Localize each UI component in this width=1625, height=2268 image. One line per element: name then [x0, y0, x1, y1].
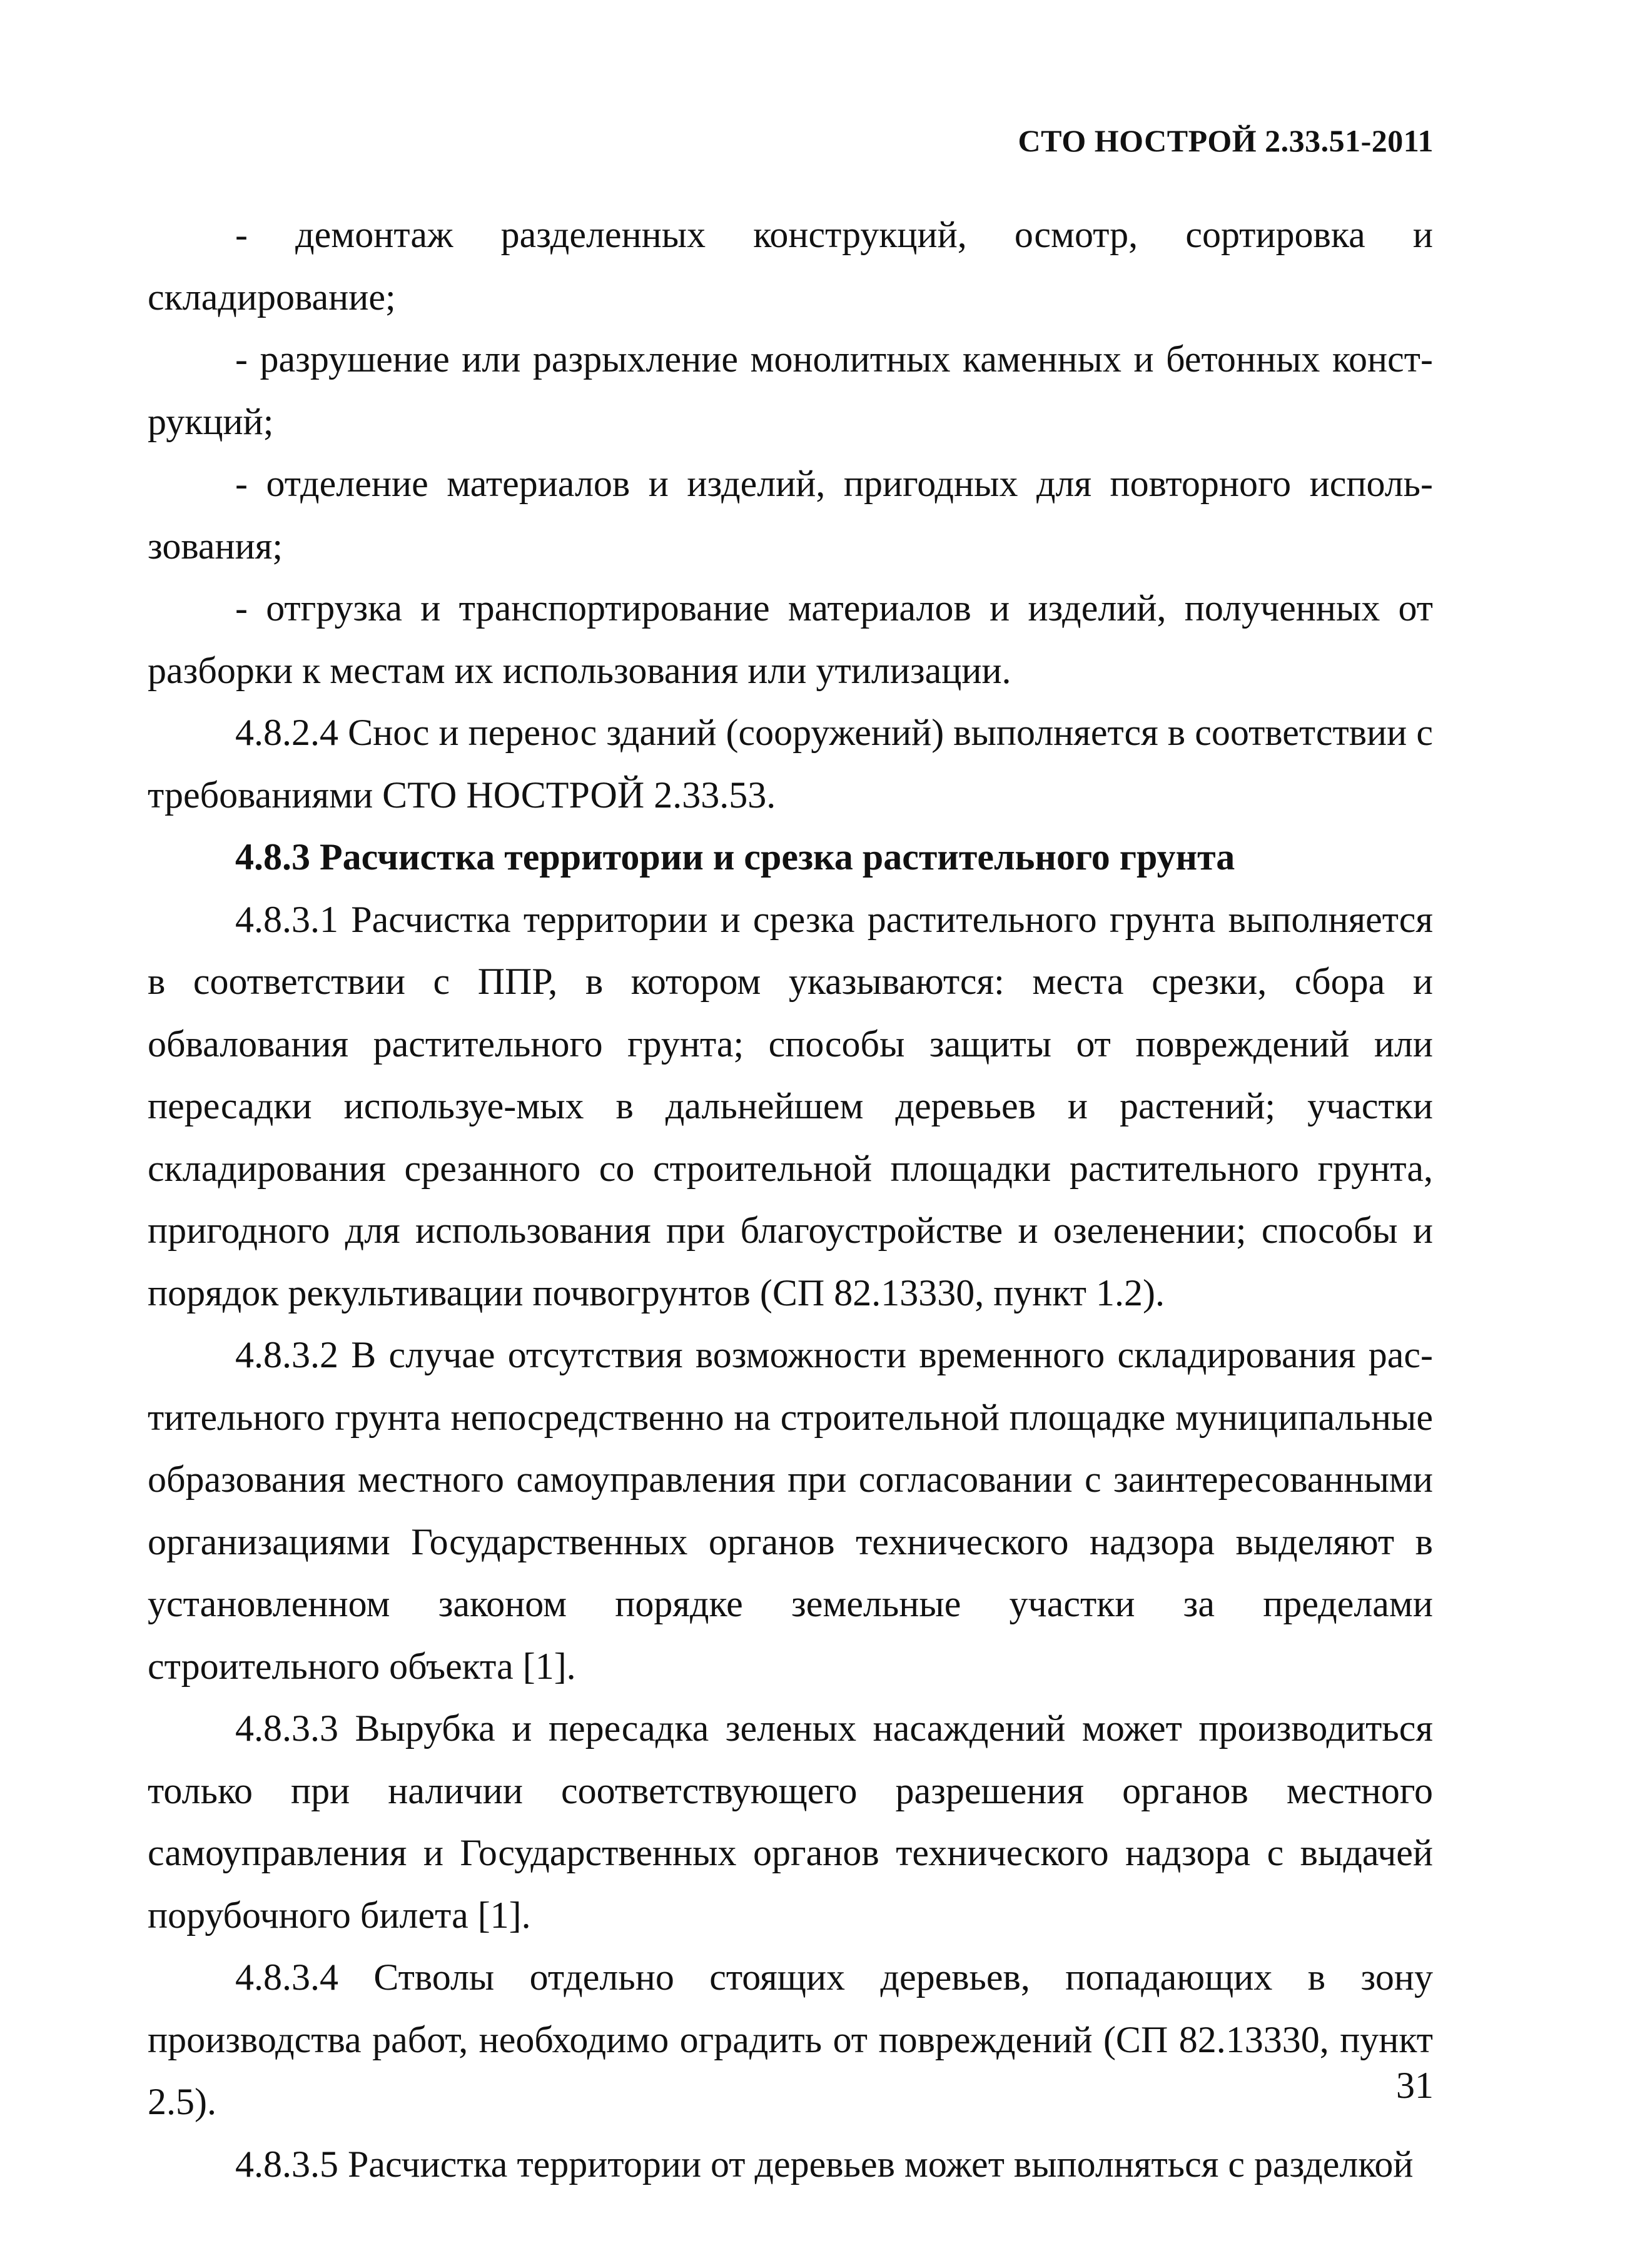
section-heading-4-8-3: 4.8.3 Расчистка территории и срезка растительного грунта: [235, 836, 1235, 878]
page-number: 31: [1396, 2065, 1434, 2106]
document-header: СТО НОСТРОЙ 2.33.51-2011: [1018, 123, 1434, 158]
list-item-separation: - отделение материалов и изделий, пригодных для повторного исполь-зования;: [148, 463, 1433, 567]
paragraph-4-8-3-2: 4.8.3.2 В случае отсутствия возможности временного складирования рас-тительного грунта непосредственно на строительной площадке муниципальные образования местного самоуправления при согласовании с заинтересованными организациями Государственных органов технического надзора выделяют в установленном законом порядке земельные участки за пределами строительного объекта [1].: [148, 1334, 1433, 1687]
document-body: [148, 204, 1433, 2195]
paragraph-4-8-3-1: 4.8.3.1 Расчистка территории и срезка растительного грунта выполняется в соответствии с ППР, в котором указываются: места срезки, сбора и обвалования растительного грунта; способы защиты от повреждений или пересадки используе-мых в дальнейшем деревьев и растений; участки складирования срезанного со строительной площадки растительного грунта, пригодного для использования при благоустройстве и озеленении; способы и порядок рекультивации почвогрунтов (СП 82.13330, пункт 1.2).: [148, 898, 1433, 1314]
paragraph-4-8-3-5: 4.8.3.5 Расчистка территории от деревьев может выполняться с разделкой: [235, 2143, 1414, 2185]
paragraph-4-8-2-4: 4.8.2.4 Снос и перенос зданий (сооружений) выполняется в соответствии с требованиями СТО НОСТРОЙ 2.33.53.: [148, 712, 1433, 816]
list-item-shipment: - отгрузка и транспортирование материалов и изделий, полученных от разборки к местам их использования или утилизации.: [148, 587, 1433, 691]
paragraph-4-8-3-4: 4.8.3.4 Стволы отдельно стоящих деревьев, попадающих в зону производства работ, необходимо оградить от повреждений (СП 82.13330, пункт 2.5).: [148, 1957, 1433, 2122]
paragraph-4-8-3-3: 4.8.3.3 Вырубка и пересадка зеленых насаждений может производиться только при наличии соответствующего разрешения органов местного самоуправления и Государственных органов технического надзора с выдачей порубочного билета [1].: [148, 1708, 1433, 1936]
list-item-dismantling: - демонтаж разделенных конструкций, осмотр, сортировка и складирование;: [148, 214, 1433, 318]
list-item-destruction: - разрушение или разрыхление монолитных каменных и бетонных конст-рукций;: [148, 338, 1433, 442]
